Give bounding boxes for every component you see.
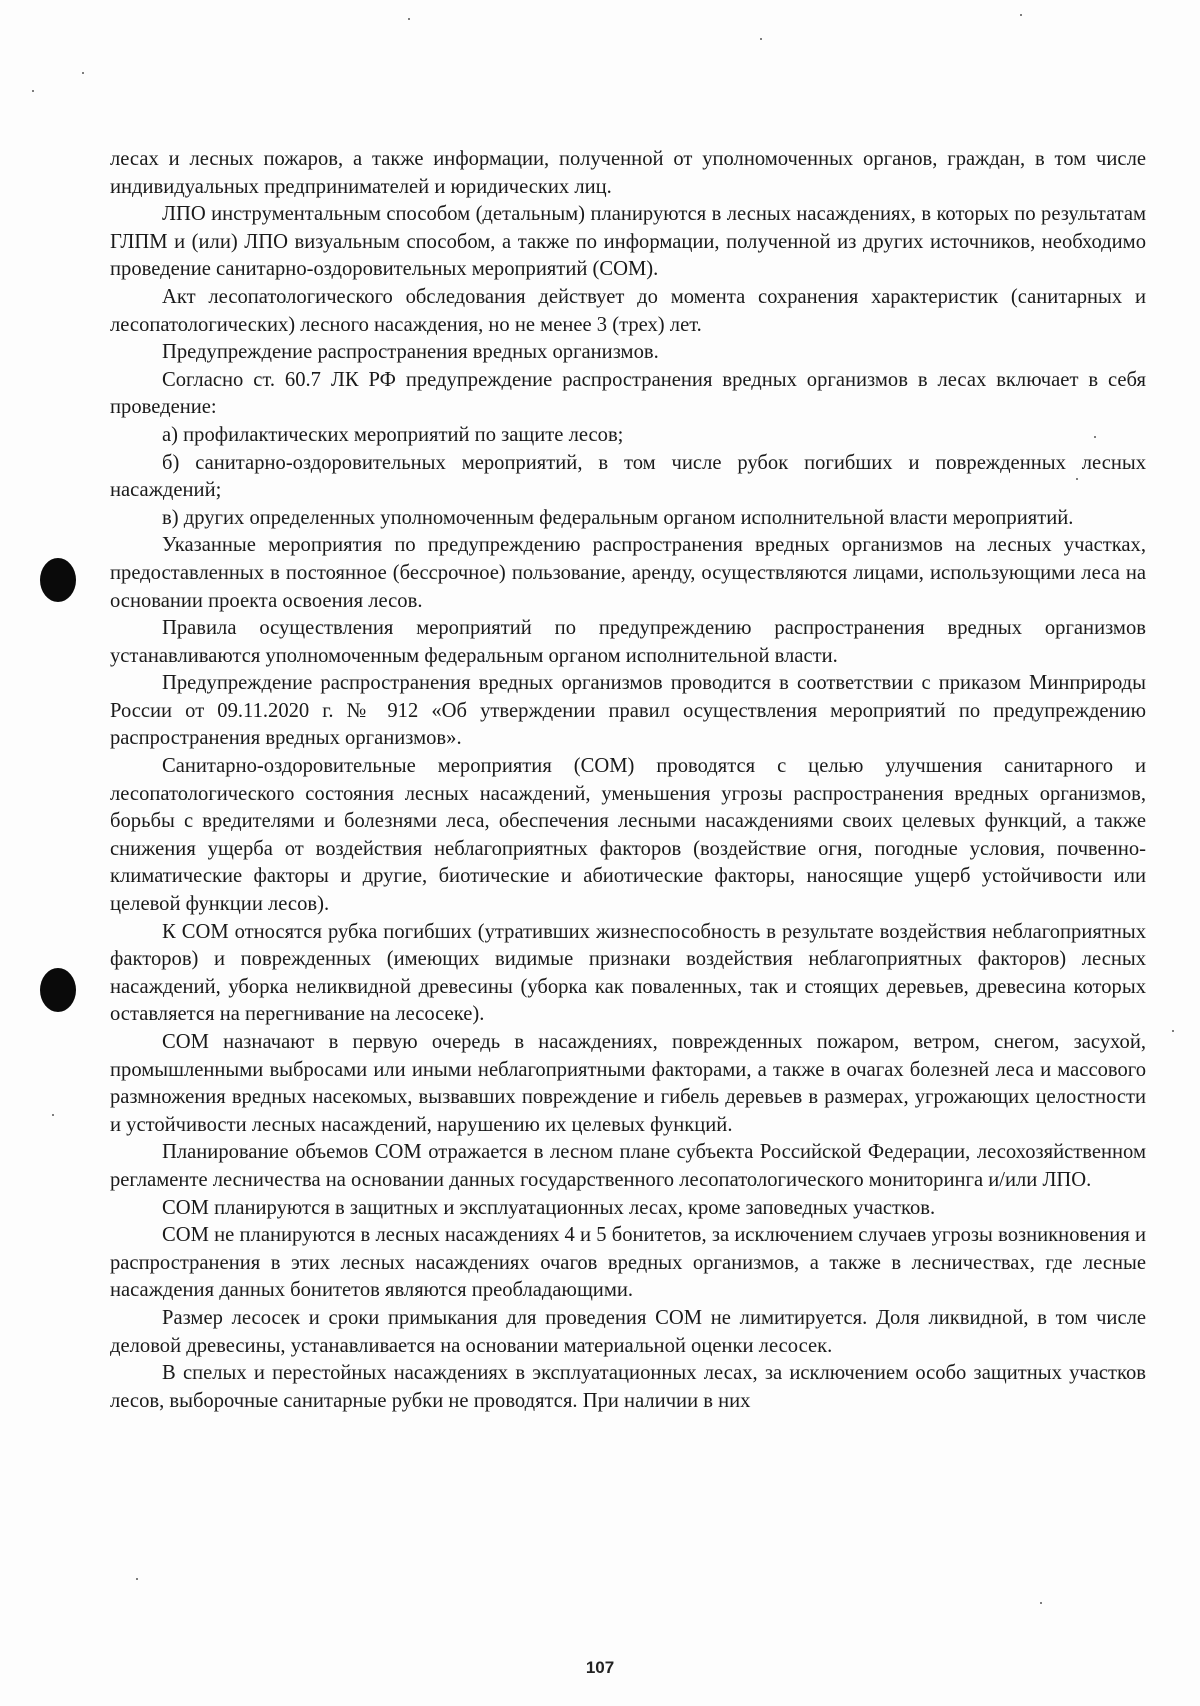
scan-speck (408, 18, 410, 20)
punch-hole-bottom (40, 968, 76, 1012)
scan-speck (1040, 1602, 1042, 1604)
paragraph: а) профилактических мероприятий по защите лесов; (162, 423, 624, 446)
paragraph: Согласно ст. 60.7 ЛК РФ предупреждение распространения вредных организмов в лесах включает в себя проведение: (110, 368, 1146, 419)
paragraph: Акт лесопатологического обследования действует до момента сохранения характеристик (санитарных и лесопатологических) лесного насаждения, но не менее 3 (трех) лет. (110, 285, 1146, 336)
paragraph: СОМ планируются в защитных и эксплуатационных лесах, кроме заповедных участков. (162, 1196, 936, 1219)
paragraph: лесах и лесных пожаров, а также информации, полученной от уполномоченных органов, граждан, в том числе индивидуальных предпринимателей и юридических лиц. (110, 148, 1146, 198)
scan-speck (760, 38, 762, 40)
paragraph: Предупреждение распространения вредных организмов проводится в соответствии с приказом Минприроды России от 09.11.2020 г. № 912 «Об утверждении правил осуществления мероприятий по предупреждению распространения вредных организмов». (110, 672, 1146, 750)
paragraph: Планирование объемов СОМ отражается в лесном плане субъекта Российской Федерации, лесохозяйственном регламенте лесничества на основании данных государственного лесопатологического мониторинга и/или ЛПО. (110, 1141, 1146, 1191)
scan-speck (1172, 1030, 1174, 1032)
paragraph: В спелых и перестойных насаждениях в эксплуатационных лесах, за исключением особо защитных участков лесов, выборочные санитарные рубки не проводятся. При наличии в них (110, 1362, 1146, 1412)
scan-speck (136, 1578, 138, 1580)
paragraph: СОМ не планируются в лесных насаждениях 4 и 5 бонитетов, за исключением случаев угрозы возникновения и распространения в этих лесных насаждениях очагов вредных организмов, а также в лесничествах, где лесные насаждения данных бонитетов являются преобладающими. (110, 1224, 1146, 1302)
paragraph: СОМ назначают в первую очередь в насаждениях, поврежденных пожаром, ветром, снегом, засухой, промышленными выбросами или иными неблагоприятными факторами, а также в очагах болезней леса и массового размножения вредных насекомых, вызвавших повреждение и гибель деревьев в размерах, угрожающих целостности и устойчивости лесных насаждений, нарушению их целевых функций. (110, 1031, 1146, 1136)
paragraph: Предупреждение распространения вредных организмов. (162, 341, 659, 364)
paragraph: б) санитарно-оздоровительных мероприятий, в том числе рубок погибших и поврежденных лесных насаждений; (110, 451, 1146, 502)
paragraph: ЛПО инструментальным способом (детальным) планируются в лесных насаждениях, в которых по результатам ГЛПМ и (или) ЛПО визуальным способом, а также по информации, полученной из других источников, необходимо проведение санитарно-оздоровительных мероприятий (СОМ). (110, 203, 1146, 281)
paragraph: Правила осуществления мероприятий по предупреждению распространения вредных организмов устанавливаются уполномоченным федеральным органом исполнительной власти. (110, 617, 1146, 667)
scan-speck (82, 72, 84, 74)
paragraph: в) других определенных уполномоченным федеральным органом исполнительной власти мероприятий. (162, 506, 1074, 529)
paragraph: Санитарно-оздоровительные мероприятия (СОМ) проводятся с целью улучшения санитарного и лесопатологического состояния лесных насаждений, уменьшения угрозы распространения вредных организмов, борьбы с вредителями и болезнями леса, обеспечения лесными насаждениями своих целевых функций, а также снижения ущерба от воздействия неблагоприятных факторов (воздействие огня, погодные условия, почвенно-климатические факторы и другие, биотические и абиотические факторы, наносящие ущерб устойчивости или целевой функции лесов). (110, 755, 1146, 916)
scan-speck (32, 90, 34, 92)
punch-hole-top (40, 558, 76, 602)
body-text (110, 146, 1146, 1415)
paragraph: Размер лесосек и сроки примыкания для проведения СОМ не лимитируется. Доля ликвидной, в том числе деловой древесины, устанавливается на основании материальной оценки лесосек. (110, 1306, 1146, 1357)
scan-speck (1020, 14, 1022, 16)
paragraph: Указанные мероприятия по предупреждению распространения вредных организмов на лесных участках, предоставленных в постоянное (бессрочное) пользование, аренду, осуществляются лицами, использующими леса на основании проекта освоения лесов. (110, 534, 1146, 612)
paragraph: К СОМ относятся рубка погибших (утративших жизнеспособность в результате воздействия неблагоприятных факторов) и поврежденных (имеющих видимые признаки воздействия неблагоприятных факторов) лесных насаждений, уборка неликвидной древесины (уборка как поваленных, так и стоящих деревьев, древесина которых оставляется на перегнивание на лесосеке). (110, 920, 1146, 1026)
page-number: 107 (585, 1658, 615, 1677)
scan-speck (52, 1114, 54, 1116)
